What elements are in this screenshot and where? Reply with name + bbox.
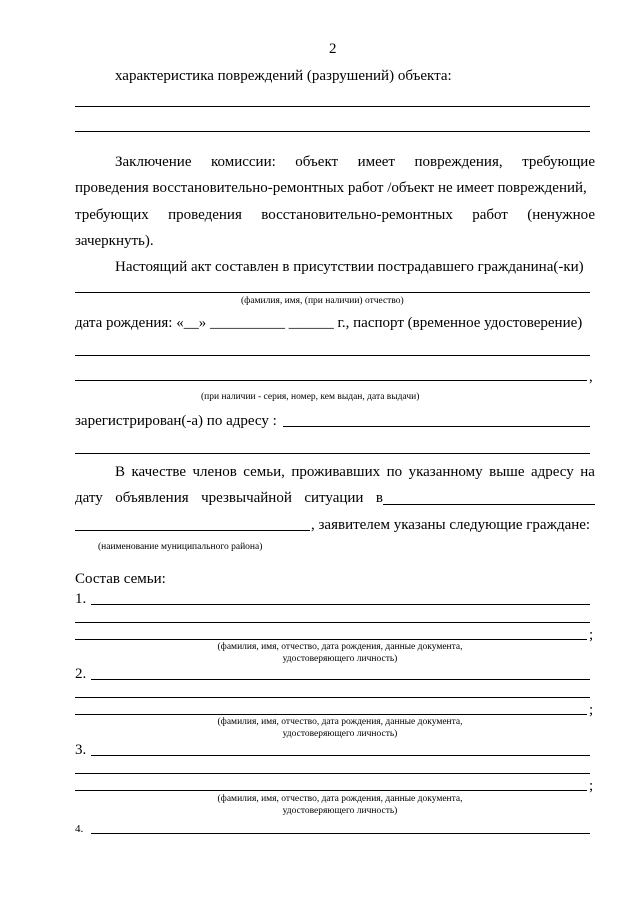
word: проведения <box>168 207 242 223</box>
conclusion-line-4: зачеркнуть). <box>75 233 154 249</box>
passport-line-1[interactable] <box>75 355 590 356</box>
word: имеет <box>357 154 395 170</box>
caption-line: удостоверяющего личность) <box>282 654 398 664</box>
word: повреждения, <box>414 154 503 170</box>
caption-line: (фамилия, имя, отчество, дата рождения, данные документа, <box>217 642 463 652</box>
page-number: 2 <box>329 41 337 57</box>
member-number: 2. <box>75 666 87 682</box>
caption-line: (фамилия, имя, отчество, дата рождения, данные документа, <box>217 794 463 804</box>
member-1-line-3[interactable] <box>75 639 587 640</box>
passport-caption: (при наличии - серия, номер, кем выдан, дата выдачи) <box>201 392 420 402</box>
word: на <box>580 464 595 480</box>
member-1-line-2[interactable] <box>75 622 590 623</box>
word: Заключение <box>115 154 192 170</box>
member-end: ; <box>589 702 594 718</box>
damage-field-line-2[interactable] <box>75 131 590 132</box>
word: членов <box>192 464 237 480</box>
presence-caption: (фамилия, имя, (при наличии) отчество) <box>241 296 404 306</box>
member-2-caption <box>190 716 490 740</box>
member-number: 3. <box>75 742 87 758</box>
family-title: Состав семьи: <box>75 571 166 587</box>
damage-label: характеристика повреждений (разрушений) объекта: <box>115 68 452 84</box>
member-number: 4. <box>75 823 84 835</box>
applicant-text: , заявителем указаны следующие граждане: <box>311 517 591 533</box>
presence-text: Настоящий акт составлен в присутствии пострадавшего гражданина(-ки) <box>115 259 584 275</box>
word: чрезвычайной <box>201 490 292 506</box>
member-4-line-1[interactable] <box>91 833 590 834</box>
conclusion-line-1 <box>115 153 595 171</box>
address-line-2[interactable] <box>75 453 590 454</box>
word: указанному <box>408 464 483 480</box>
passport-line-2[interactable] <box>75 380 587 381</box>
word: объект <box>295 154 339 170</box>
word: дату <box>75 490 103 506</box>
presence-name-line[interactable] <box>75 292 590 293</box>
word: в <box>375 490 383 506</box>
word: ситуации <box>304 490 364 506</box>
conclusion-line-2: проведения восстановительно-ремонтных работ /объект не имеет повреждений, <box>75 180 587 196</box>
member-number: 1. <box>75 591 87 607</box>
word: (ненужное <box>527 207 595 223</box>
caption-line: удостоверяющего личность) <box>282 806 398 816</box>
conclusion-line-3 <box>75 206 595 224</box>
member-1-caption <box>190 641 490 665</box>
member-3-line-2[interactable] <box>75 773 590 774</box>
member-2-line-3[interactable] <box>75 714 587 715</box>
member-2-line-1[interactable] <box>91 679 590 680</box>
word: адресу <box>530 464 574 480</box>
family-intro-line-1 <box>115 463 595 481</box>
address-line-1[interactable] <box>283 426 590 427</box>
member-3-line-3[interactable] <box>75 790 587 791</box>
word: по <box>386 464 403 480</box>
word: работ <box>472 207 508 223</box>
member-1-line-1[interactable] <box>91 604 590 605</box>
caption-line: (фамилия, имя, отчество, дата рождения, данные документа, <box>217 717 463 727</box>
word: В <box>115 464 126 480</box>
word: восстановительно-ремонтных <box>261 207 453 223</box>
caption-line: удостоверяющего личность) <box>282 729 398 739</box>
word: требующих <box>75 207 149 223</box>
member-2-line-2[interactable] <box>75 697 590 698</box>
family-intro-line-2 <box>75 489 383 507</box>
registered-label: зарегистрирован(-а) по адресу : <box>75 413 277 429</box>
emergency-date-line[interactable] <box>383 504 595 505</box>
word: выше <box>489 464 525 480</box>
word: комиссии: <box>210 154 276 170</box>
word: качестве <box>131 464 187 480</box>
word: объявления <box>115 490 189 506</box>
municipal-district-line[interactable] <box>75 530 310 531</box>
birth-passport-label: дата рождения: «__» __________ ______ г., паспорт (временное удостоверение) <box>75 315 583 331</box>
damage-field-line-1[interactable] <box>75 106 590 107</box>
word: проживавших <box>291 464 381 480</box>
member-3-line-1[interactable] <box>91 755 590 756</box>
member-end: ; <box>589 778 594 794</box>
word: семьи, <box>243 464 285 480</box>
passport-comma: , <box>589 369 593 385</box>
member-3-caption <box>190 793 490 817</box>
word: требующие <box>522 154 595 170</box>
municipal-district-caption: (наименование муниципального района) <box>98 542 263 552</box>
member-end: ; <box>589 627 594 643</box>
